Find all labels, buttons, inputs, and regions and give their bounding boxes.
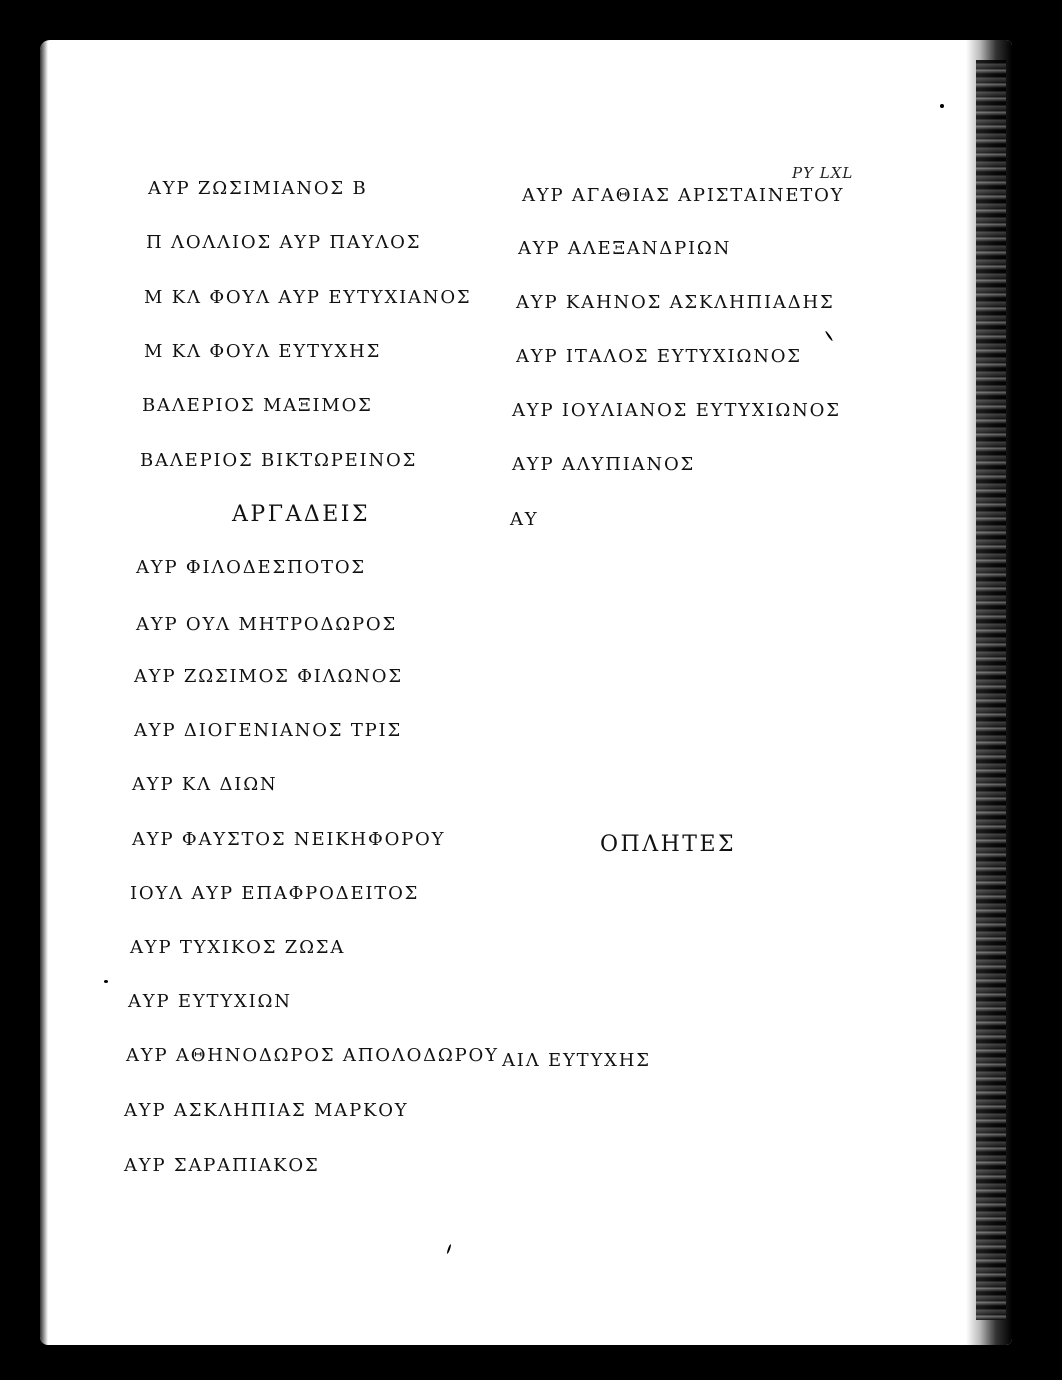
binding-edge [976, 60, 1006, 1320]
left-section-line-1: ΑΥΡ ΦΙΛΟΔΕΣΠΟΤΟΣ [136, 557, 366, 578]
page-reference: PY LXL [792, 164, 854, 182]
left-section-line-12: ΑΥΡ ΣΑΡΑΠΙΑΚΟΣ [124, 1155, 320, 1176]
left-section-line-2: ΑΥΡ ΟΥΛ ΜΗΤΡΟΔΩΡΟΣ [136, 614, 397, 635]
right-line-5: ΑΥΡ ΙΟΥΛΙΑΝΟΣ ΕΥΤΥΧΙΩΝΟΣ [512, 400, 841, 421]
left-section-line-11: ΑΥΡ ΑΣΚΛΗΠΙΑΣ ΜΑΡΚΟΥ [124, 1100, 409, 1121]
scan-speck [940, 104, 944, 108]
left-section-line-9: ΑΥΡ ΕΥΤΥΧΙΩΝ [128, 991, 292, 1012]
right-line-6: ΑΥΡ ΑΛΥΠΙΑΝΟΣ [512, 454, 696, 475]
left-section-line-4: ΑΥΡ ΔΙΟΓΕΝΙΑΝΟΣ ΤΡΙΣ [134, 720, 402, 741]
right-section-line-1: ΑΙΛ ΕΥΤΥΧΗΣ [502, 1050, 651, 1071]
left-section-line-3: ΑΥΡ ΖΩΣΙΜΟΣ ΦΙΛΩΝΟΣ [134, 666, 403, 687]
left-section-line-5: ΑΥΡ ΚΛ ΔΙΩΝ [132, 774, 278, 795]
left-section-line-6: ΑΥΡ ΦΑΥΣΤΟΣ ΝΕΙΚΗΦΟΡΟΥ [132, 829, 446, 850]
right-section-heading: ΟΠΛΗΤΕΣ [600, 832, 737, 857]
left-section-heading: ΑΡΓΑΔΕΙΣ [232, 502, 371, 527]
left-section-line-8: ΑΥΡ ΤΥΧΙΚΟΣ ΖΩΣΑ [130, 937, 346, 958]
left-line-6: ΒΑΛΕΡΙΟΣ ΒΙΚΤΩΡΕΙΝΟΣ [140, 450, 418, 471]
right-line-7: ΑΥ [510, 509, 539, 530]
left-line-3: Μ ΚΛ ΦΟΥΛ ΑΥΡ ΕΥΤΥΧΙΑΝΟΣ [144, 287, 472, 308]
right-line-1: ΑΥΡ ΑΓΑΘΙΑΣ ΑΡΙΣΤΑΙΝΕΤΟΥ [522, 185, 845, 206]
right-line-2: ΑΥΡ ΑΛΕΞΑΝΔΡΙΩΝ [518, 238, 732, 259]
document-page [40, 40, 1012, 1345]
right-line-3: ΑΥΡ ΚΑΗΝΟΣ ΑΣΚΛΗΠΙΑΔΗΣ [516, 292, 835, 313]
scan-speck [104, 980, 108, 983]
left-line-1: ΑΥΡ ΖΩΣΙΜΙΑΝΟΣ Β [148, 178, 368, 199]
left-line-5: ΒΑΛΕΡΙΟΣ ΜΑΞΙΜΟΣ [142, 395, 373, 416]
scan-speck [825, 331, 834, 342]
scan-speck [446, 1244, 451, 1254]
left-edge-shadow [40, 40, 48, 1345]
left-line-2: Π ΛΟΛΛΙΟΣ ΑΥΡ ΠΑΥΛΟΣ [146, 232, 422, 253]
left-line-4: Μ ΚΛ ΦΟΥΛ ΕΥΤΥΧΗΣ [144, 341, 382, 362]
right-line-4: ΑΥΡ ΙΤΑΛΟΣ ΕΥΤΥΧΙΩΝΟΣ [516, 346, 802, 367]
left-section-line-7: ΙΟΥΛ ΑΥΡ ΕΠΑΦΡΟΔΕΙΤΟΣ [130, 883, 420, 904]
left-section-line-10: ΑΥΡ ΑΘΗΝΟΔΩΡΟΣ ΑΠΟΛΟΔΩΡΟΥ [126, 1045, 499, 1066]
